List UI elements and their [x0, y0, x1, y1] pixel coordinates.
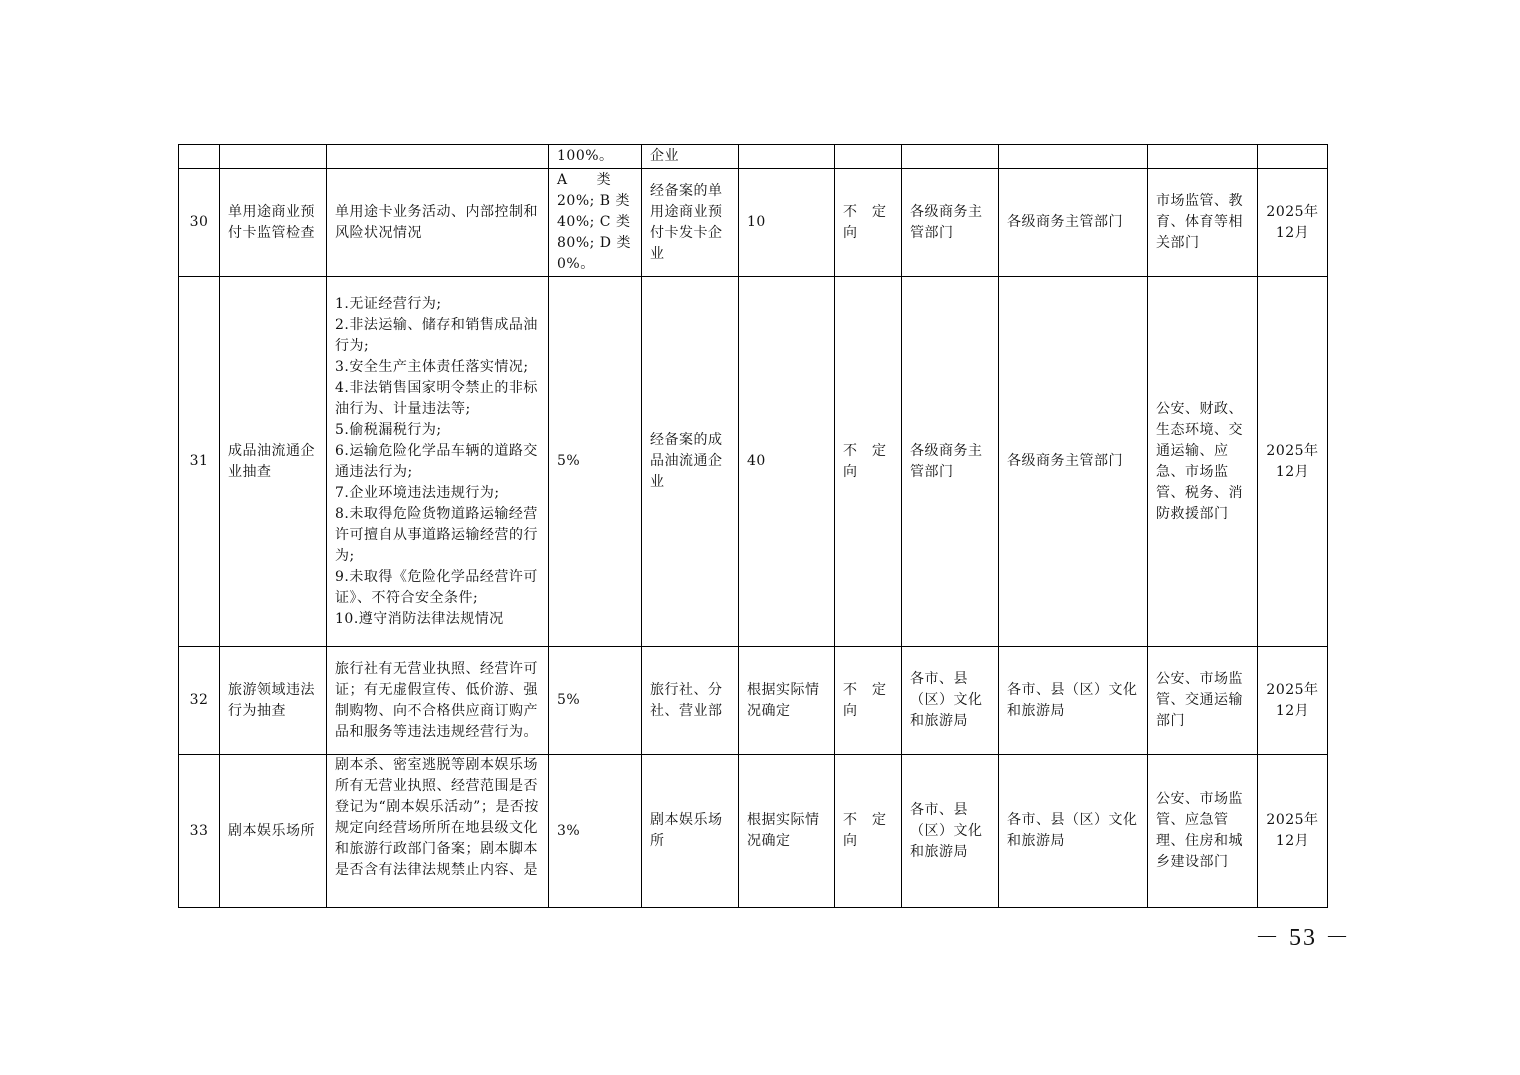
- cell-content-line: 6.运输危险化学品车辆的道路交通违法行为;: [335, 442, 538, 480]
- cell-count: [739, 755, 835, 908]
- cell-ratio: [549, 145, 642, 169]
- cell-deadline: [1258, 647, 1328, 755]
- cell-organization-text: 各市、县（区）文化和旅游局: [910, 801, 983, 860]
- cell-ratio-line: 20%; B 类: [557, 193, 631, 209]
- cell-content: [327, 755, 549, 908]
- page-number: － 53 －: [1255, 925, 1351, 951]
- cell-content: [327, 647, 549, 755]
- table-row: [179, 145, 1328, 169]
- cell-count-text: 10: [747, 214, 766, 230]
- cell-department: [999, 755, 1148, 908]
- cell-content-line: 4.非法销售国家明令禁止的非标油行为、计量违法等;: [335, 379, 538, 417]
- cell-object-line: 经备案的单用途商业预付卡发卡企业: [650, 182, 723, 262]
- cell-content-line: 3.安全生产主体责任落实情况;: [335, 358, 529, 375]
- cell-deadline-line: 12月: [1275, 463, 1310, 480]
- cell-ratio-line: 80%; D 类: [557, 235, 631, 251]
- cell-object: [642, 145, 739, 169]
- table-row: [179, 277, 1328, 647]
- cell-content-line: 10.遵守消防法律法规情况: [335, 610, 504, 627]
- cell-content-line: 单用途卡业务活动、内部控制和风险状况情况: [335, 203, 538, 241]
- cell-organization: [902, 169, 999, 277]
- cell-ratio: [549, 647, 642, 755]
- table-row: [179, 647, 1328, 755]
- cell-cooperating-departments-text: 公安、市场监管、应急管理、住房和城乡建设部门: [1156, 791, 1243, 870]
- cell-number-text: 31: [189, 453, 209, 469]
- cell-number: [179, 647, 220, 755]
- cell-department-text: 各级商务主管部门: [1007, 453, 1123, 469]
- cell-content: [327, 277, 549, 647]
- cell-object: [642, 169, 739, 277]
- cell-number: [179, 169, 220, 277]
- cell-cooperating-departments-text: 市场监管、教育、体育等相关部门: [1156, 193, 1243, 251]
- cell-department-text: 各市、县（区）文化和旅游局: [1007, 681, 1138, 719]
- cell-frequency-text: 不 定向: [843, 681, 887, 719]
- cell-count-text: 根据实际情况确定: [747, 681, 820, 719]
- cell-organization: [902, 755, 999, 908]
- cell-cooperating-departments: [1148, 277, 1258, 647]
- inspection-table: [178, 144, 1328, 908]
- cell-content-line: 2.非法运输、储存和销售成品油行为;: [335, 316, 538, 354]
- cell-count: [739, 145, 835, 169]
- cell-deadline-line: 12月: [1275, 833, 1310, 849]
- cell-cooperating-departments: [1148, 647, 1258, 755]
- cell-count: [739, 169, 835, 277]
- cell-deadline-line: 2025年: [1266, 812, 1319, 828]
- cell-count: [739, 277, 835, 647]
- cell-item: [220, 169, 327, 277]
- table-row: [179, 169, 1328, 277]
- cell-object-line: 旅行社、分社、营业部: [650, 681, 723, 719]
- cell-object: [642, 647, 739, 755]
- cell-deadline: [1258, 755, 1328, 908]
- cell-content-line: 旅行社有无营业执照、经营许可证；有无虚假宣传、低价游、强制购物、向不合格供应商订购产品和服务等违法违规经营行为。: [335, 660, 538, 740]
- cell-frequency: [835, 755, 902, 908]
- cell-content-line: 剧本杀、密室逃脱等剧本娱乐场所有无营业执照、经营范围是否登记为“剧本娱乐活动”；是否按规定向经营场所所在地县级文化和旅游行政部门备案；剧本脚本是否含有法律法规禁止内容、是: [335, 757, 539, 878]
- cell-deadline: [1258, 169, 1328, 277]
- cell-number: [179, 277, 220, 647]
- cell-ratio-line: 100%。: [557, 148, 614, 164]
- cell-item-text: 剧本娱乐场所: [228, 822, 315, 839]
- cell-cooperating-departments: [1148, 755, 1258, 908]
- cell-cooperating-departments-text: 公安、市场监管、交通运输部门: [1156, 671, 1243, 729]
- cell-content-line: 7.企业环境违法违规行为;: [335, 484, 500, 501]
- cell-organization: [902, 647, 999, 755]
- cell-cooperating-departments-text: 公安、财政、生态环境、交通运输、应急、市场监管、税务、消防救援部门: [1156, 400, 1243, 522]
- cell-frequency: [835, 277, 902, 647]
- cell-ratio-line: 3%: [557, 822, 581, 839]
- cell-deadline: [1258, 277, 1328, 647]
- cell-number-text: 32: [189, 692, 209, 708]
- cell-organization: [902, 145, 999, 169]
- cell-content-line: 8.未取得危险货物道路运输经营许可擅自从事道路运输经营的行为;: [335, 505, 538, 564]
- cell-frequency-text: 不 定向: [843, 812, 887, 849]
- cell-content-line: 9.未取得《危险化学品经营许可证》、不符合安全条件;: [335, 568, 538, 606]
- cell-department-text: 各级商务主管部门: [1007, 214, 1123, 230]
- cell-ratio: [549, 755, 642, 908]
- cell-department: [999, 647, 1148, 755]
- cell-ratio: [549, 169, 642, 277]
- cell-frequency: [835, 647, 902, 755]
- cell-ratio-line: 5%: [557, 692, 581, 708]
- cell-item-text: 旅游领域违法行为抽查: [228, 681, 315, 719]
- cell-item: [220, 755, 327, 908]
- cell-frequency: [835, 169, 902, 277]
- cell-object-line: 剧本娱乐场所: [650, 812, 723, 849]
- cell-item: [220, 277, 327, 647]
- cell-cooperating-departments: [1148, 145, 1258, 169]
- table-row: [179, 755, 1328, 908]
- cell-deadline: [1258, 145, 1328, 169]
- cell-organization-text: 各级商务主管部门: [910, 203, 983, 241]
- cell-deadline-line: 12月: [1275, 702, 1310, 719]
- cell-cooperating-departments: [1148, 169, 1258, 277]
- cell-deadline-line: 2025年: [1266, 442, 1319, 459]
- cell-organization-text: 各市、县（区）文化和旅游局: [910, 671, 983, 729]
- cell-number: [179, 145, 220, 169]
- cell-number: [179, 755, 220, 908]
- cell-count: [739, 647, 835, 755]
- cell-department-text: 各市、县（区）文化和旅游局: [1007, 812, 1138, 849]
- cell-frequency-text: 不 定向: [843, 203, 887, 241]
- cell-deadline-line: 2025年: [1266, 681, 1319, 698]
- cell-ratio: [549, 277, 642, 647]
- cell-deadline-line: 2025年: [1266, 203, 1319, 220]
- cell-content: [327, 169, 549, 277]
- cell-organization-text: 各级商务主管部门: [910, 442, 983, 480]
- cell-deadline-line: 12月: [1275, 224, 1310, 241]
- cell-ratio-line: 40%; C 类: [557, 214, 631, 230]
- cell-content-line: 5.偷税漏税行为;: [335, 421, 442, 438]
- cell-ratio-line: 0%。: [557, 256, 595, 272]
- cell-object: [642, 277, 739, 647]
- cell-item: [220, 145, 327, 169]
- cell-object-line: 经备案的成品油流通企业: [650, 432, 723, 490]
- cell-department: [999, 277, 1148, 647]
- cell-content-line: 1.无证经营行为;: [335, 295, 442, 312]
- cell-item-text: 单用途商业预付卡监管检查: [228, 203, 315, 241]
- cell-item: [220, 647, 327, 755]
- cell-count-text: 根据实际情况确定: [747, 812, 820, 849]
- cell-frequency-text: 不 定向: [843, 442, 887, 480]
- cell-department: [999, 169, 1148, 277]
- cell-frequency: [835, 145, 902, 169]
- cell-ratio-line: A 类: [557, 172, 612, 188]
- cell-number-text: 30: [189, 214, 209, 230]
- cell-ratio-line: 5%: [557, 453, 581, 469]
- cell-number-text: 33: [189, 822, 209, 839]
- cell-department: [999, 145, 1148, 169]
- cell-content: [327, 145, 549, 169]
- cell-organization: [902, 277, 999, 647]
- cell-count-text: 40: [747, 453, 766, 469]
- cell-object-line: 企业: [650, 148, 679, 164]
- cell-item-text: 成品油流通企业抽查: [228, 442, 315, 480]
- cell-object: [642, 755, 739, 908]
